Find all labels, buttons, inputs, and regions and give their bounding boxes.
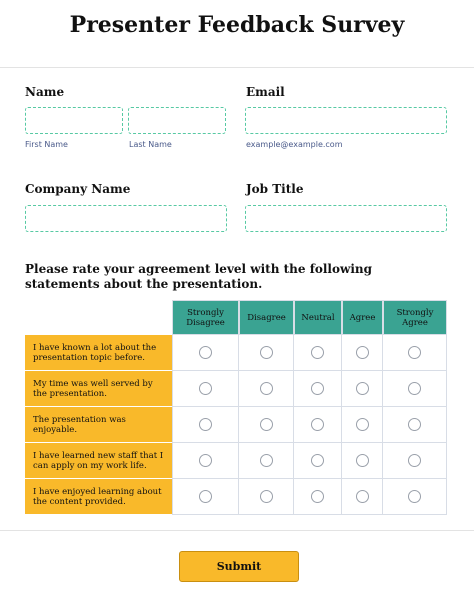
radio-button[interactable] <box>199 454 212 467</box>
company-name-label: Company Name <box>25 182 131 196</box>
radio-button[interactable] <box>356 454 369 467</box>
matrix-cell <box>294 371 342 407</box>
radio-button[interactable] <box>311 454 324 467</box>
matrix-cell <box>342 443 383 479</box>
row-statement: The presentation was enjoyable. <box>25 407 172 443</box>
job-title-input[interactable] <box>245 205 447 232</box>
email-sublabel: example@example.com <box>246 140 343 149</box>
radio-button[interactable] <box>408 490 421 503</box>
email-input[interactable] <box>245 107 447 134</box>
radio-button[interactable] <box>199 346 212 359</box>
header <box>0 0 474 68</box>
radio-button[interactable] <box>260 490 273 503</box>
matrix-cell <box>342 407 383 443</box>
matrix-cell <box>342 335 383 371</box>
radio-button[interactable] <box>311 382 324 395</box>
radio-button[interactable] <box>311 346 324 359</box>
submit-button[interactable]: Submit <box>179 551 299 582</box>
first-name-sublabel: First Name <box>25 140 68 149</box>
column-header: Agree <box>342 300 383 335</box>
matrix-question: Please rate your agreement level with the following statements about the presentation. <box>25 262 372 291</box>
row-statement: I have learned new staff that I can apply on my work life. <box>25 443 172 479</box>
matrix-cell <box>294 335 342 371</box>
radio-button[interactable] <box>356 418 369 431</box>
email-label: Email <box>246 85 285 99</box>
rating-matrix <box>25 300 447 514</box>
radio-button[interactable] <box>260 382 273 395</box>
row-statement: I have known a lot about the presentation topic before. <box>25 335 172 371</box>
matrix-cell <box>239 407 294 443</box>
radio-button[interactable] <box>199 418 212 431</box>
matrix-cell <box>383 443 447 479</box>
radio-button[interactable] <box>408 346 421 359</box>
matrix-cell <box>172 371 239 407</box>
divider <box>0 530 474 531</box>
column-header: Disagree <box>239 300 294 335</box>
radio-button[interactable] <box>311 418 324 431</box>
job-title-label: Job Title <box>246 182 304 196</box>
matrix-cell <box>239 335 294 371</box>
matrix-cell <box>239 479 294 515</box>
radio-button[interactable] <box>356 490 369 503</box>
matrix-cell <box>342 479 383 515</box>
radio-button[interactable] <box>260 418 273 431</box>
matrix-cell <box>342 371 383 407</box>
last-name-sublabel: Last Name <box>129 140 172 149</box>
matrix-cell <box>383 407 447 443</box>
name-label: Name <box>25 85 65 99</box>
column-header: Strongly Agree <box>383 300 447 335</box>
matrix-cell <box>383 371 447 407</box>
radio-button[interactable] <box>356 346 369 359</box>
first-name-input[interactable] <box>25 107 123 134</box>
radio-button[interactable] <box>356 382 369 395</box>
radio-button[interactable] <box>311 490 324 503</box>
matrix-cell <box>172 335 239 371</box>
matrix-cell <box>383 479 447 515</box>
radio-button[interactable] <box>408 382 421 395</box>
matrix-cell <box>239 371 294 407</box>
radio-button[interactable] <box>199 382 212 395</box>
page-title: Presenter Feedback Survey <box>69 12 405 38</box>
radio-button[interactable] <box>260 346 273 359</box>
matrix-cell <box>172 479 239 515</box>
matrix-cell <box>294 407 342 443</box>
matrix-cell <box>383 335 447 371</box>
row-statement: My time was well served by the presentation. <box>25 371 172 407</box>
matrix-cell <box>294 479 342 515</box>
matrix-cell <box>172 407 239 443</box>
radio-button[interactable] <box>408 418 421 431</box>
row-statement: I have enjoyed learning about the content provided. <box>25 479 172 515</box>
radio-button[interactable] <box>408 454 421 467</box>
matrix-cell <box>172 443 239 479</box>
column-header: Strongly Disagree <box>172 300 239 335</box>
column-header: Neutral <box>294 300 342 335</box>
matrix-cell <box>239 443 294 479</box>
company-name-input[interactable] <box>25 205 227 232</box>
radio-button[interactable] <box>199 490 212 503</box>
radio-button[interactable] <box>260 454 273 467</box>
last-name-input[interactable] <box>128 107 226 134</box>
matrix-cell <box>294 443 342 479</box>
